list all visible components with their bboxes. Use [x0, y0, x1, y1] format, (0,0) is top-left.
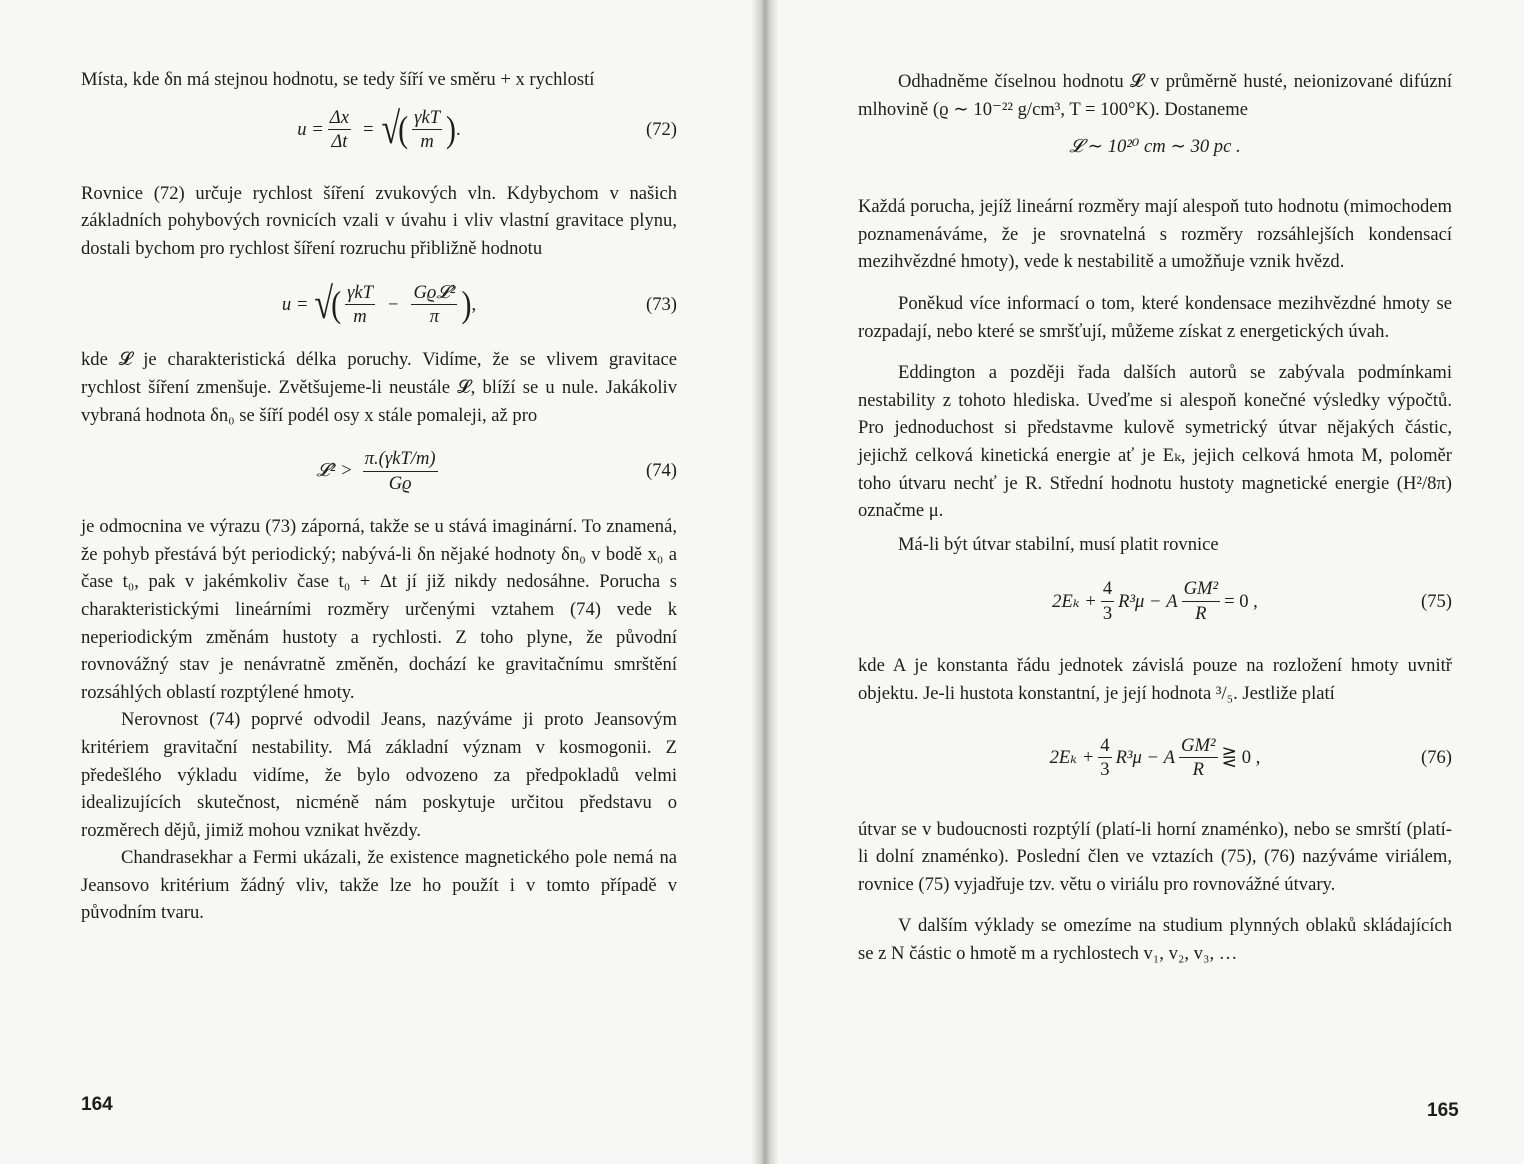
fraction: $\frac{4}{3}$ [1102, 578, 1113, 624]
paragraph: Místa, kde δn má stejnou hodnotu, se tedy šíří ve směru + x rychlostí [81, 69, 595, 90]
sqrt-sign: √ [314, 279, 334, 329]
right-page-body [858, 68, 1452, 967]
right-page [770, 0, 1524, 1164]
fraction: $\frac{\text{γkT}}{m}$ [347, 281, 373, 327]
equation-75: 2Eₖ + $\frac{4}{3}$ R³μ − A $\frac{\text{GM²}}{R}$ = 0 , (75) [1052, 578, 1452, 624]
paragraph: V dalším výklady se omezíme na studium plynných oblaků skládajících se z N částic o hmotě m a rychlostech v₁, v₂, v₃, … [858, 915, 1452, 964]
equation-number: (74) [646, 460, 677, 482]
paragraph: Eddington a později řada dalších autorů se zabývala podmínkami nestability z tohoto hlediska. Uveďme si alespoň konečné výsledky výpočtů. Pro jednoduchost si představme kulově symetrický útvar nějakých částic, jejichž celková kinetická energie ať je Eₖ, jejich celková hmota M, poloměr toho útvaru nechť je R. Střední hodnotu hustoty magnetické energie (H²/8π) označme μ. [858, 362, 1452, 522]
equation-number: (75) [1421, 590, 1452, 612]
left-page-body [81, 66, 677, 927]
paragraph: Každá porucha, jejíž lineární rozměry mají alespoň tuto hodnotu (mimochodem poznamenáváme, že je srovnatelná s rozměry rozsáhlejších kondensací mezihvězdné hmoty), vede k nestabilitě a umožňuje vznik hvězd. [858, 196, 1452, 273]
fraction: $\frac{\text{π.(γkT/m)}}{Gϱ}$ [364, 448, 436, 494]
fraction: $\frac{\text{γkT}}{m}$ [414, 106, 441, 153]
equation-74: 𝓛² > $\frac{\text{π.(γkT/m)}}{Gϱ}$ (74) [316, 448, 677, 494]
paragraph: je odmocnina ve výrazu (73) záporná, takže se u stává imaginární. To znamená, že pohyb přestává být periodický; nabývá-li δn nějaké hodnoty δn₀ v bodě x₀ a čase t₀, pak v jakémkoliv čase t₀ + Δt jí již nikdy nedosáhne. Porucha s charakteristickými lineárními rozměry určenými vztahem (74) vede k neperiodickým změnám hustoty a rychlosti. Z toho plyne, že původní rovnovážný stav je nenávratně změněn, dochází ke gravitačnímu smrštění rozsáhlých oblastí rozptýlené hmoty. [81, 516, 677, 703]
page-number: 165 [1427, 1100, 1459, 1121]
sqrt-sign: √ [381, 105, 401, 154]
paragraph: Rovnice (72) určuje rychlost šíření zvukových vln. Kdybychom v našich základních pohybových rovnicích vzali v úvahu i vliv vlastní gravitace plynu, dostali bychom pro rychlost šíření rozruchu přibližně hodnotu [81, 182, 677, 259]
page-number: 164 [81, 1094, 113, 1115]
equation-number: (73) [646, 293, 677, 315]
paragraph: Nerovnost (74) poprvé odvodil Jeans, nazýváme ji proto Jeansovým kritériem gravitační nestability. Má základní význam v kosmogonii. Z předešlého výkladu vidíme, že bylo odvozeno za předpokladů velmi idealizujících skutečnost, nicméně nám poskytuje určitou představu o rozměrech dějů, jimiž mohou vznikat hvězdy. [81, 709, 677, 841]
equation-76: 2Eₖ + $\frac{4}{3}$ R³μ − A $\frac{\text{GM²}}{R}$ ⋛ 0 , (76) [1049, 734, 1452, 780]
paragraph: Poněkud více informací o tom, které kondensace mezihvězdné hmoty se rozpadají, nebo které se smršťují, můžeme získat z energetických úvah. [858, 292, 1452, 342]
paragraph: kde A je konstanta řádu jednotek závislá pouze na rozložení hmoty uvnitř objektu. Je-li hustota konstantní, je její hodnota ³/₅. Jestliže platí [858, 655, 1452, 704]
equation-number: (76) [1421, 746, 1452, 768]
fraction: $\frac{\text{Gϱ𝓛²}}{\pi}$ [413, 281, 456, 327]
equation-72: u = $\frac{\Delta x}{\Delta t}$ = √ ( $\frac{\text{γkT}}{m}$ ) . (72) [297, 105, 677, 154]
fraction: $\frac{4}{3}$ [1100, 734, 1110, 780]
paragraph: útvar se v budoucnosti rozptýlí (platí-li horní znaménko), nebo se smrští (platí-li dolní znaménko). Poslední člen ve vztazích (75), (76) nazýváme viriálem, rovnice (75) vyjadřuje tzv. větu o viriálu pro rovnovážné útvary. [858, 818, 1452, 895]
paragraph: Odhadněme číselnou hodnotu 𝓛 v průměrně husté, neionizované difúzní mlhovině (ϱ ∼ 10⁻²² g/cm³, T = 100°K). Dostaneme [858, 71, 1452, 120]
paragraph: Chandrasekhar a Fermi ukázali, že existence magnetického pole nemá na Jeansovo kritérium žádný vliv, takže lze ho použít i v tomto případě v původním tvaru. [81, 847, 677, 924]
book-gutter [752, 0, 778, 1164]
fraction: $\frac{\text{GM²}}{R}$ [1181, 734, 1216, 780]
equation-73: u = √ ( $\frac{\text{γkT}}{m}$ − $\frac{\text{Gϱ𝓛²}}{\pi}$ ) , (73) [281, 279, 677, 329]
paragraph: kde 𝓛 je charakteristická délka poruchy. Vidíme, že se vlivem gravitace rychlost šíření zmenšuje. Zvětšujeme-li neustále 𝓛, blíží se u nule. Jakákoliv vybraná hodnota δn₀ se šíří podél osy x stále pomaleji, až pro [81, 349, 677, 426]
fraction: $\frac{\text{GM²}}{R}$ [1183, 578, 1219, 624]
fraction: $\frac{\Delta x}{\Delta t}$ [329, 106, 349, 153]
equation-number: (72) [646, 118, 677, 140]
equation-l-estimate: 𝓛 ∼ 10²⁰ cm ∼ 30 pc . [1069, 136, 1241, 158]
paragraph: Má-li být útvar stabilní, musí platit rovnice [898, 533, 1219, 555]
